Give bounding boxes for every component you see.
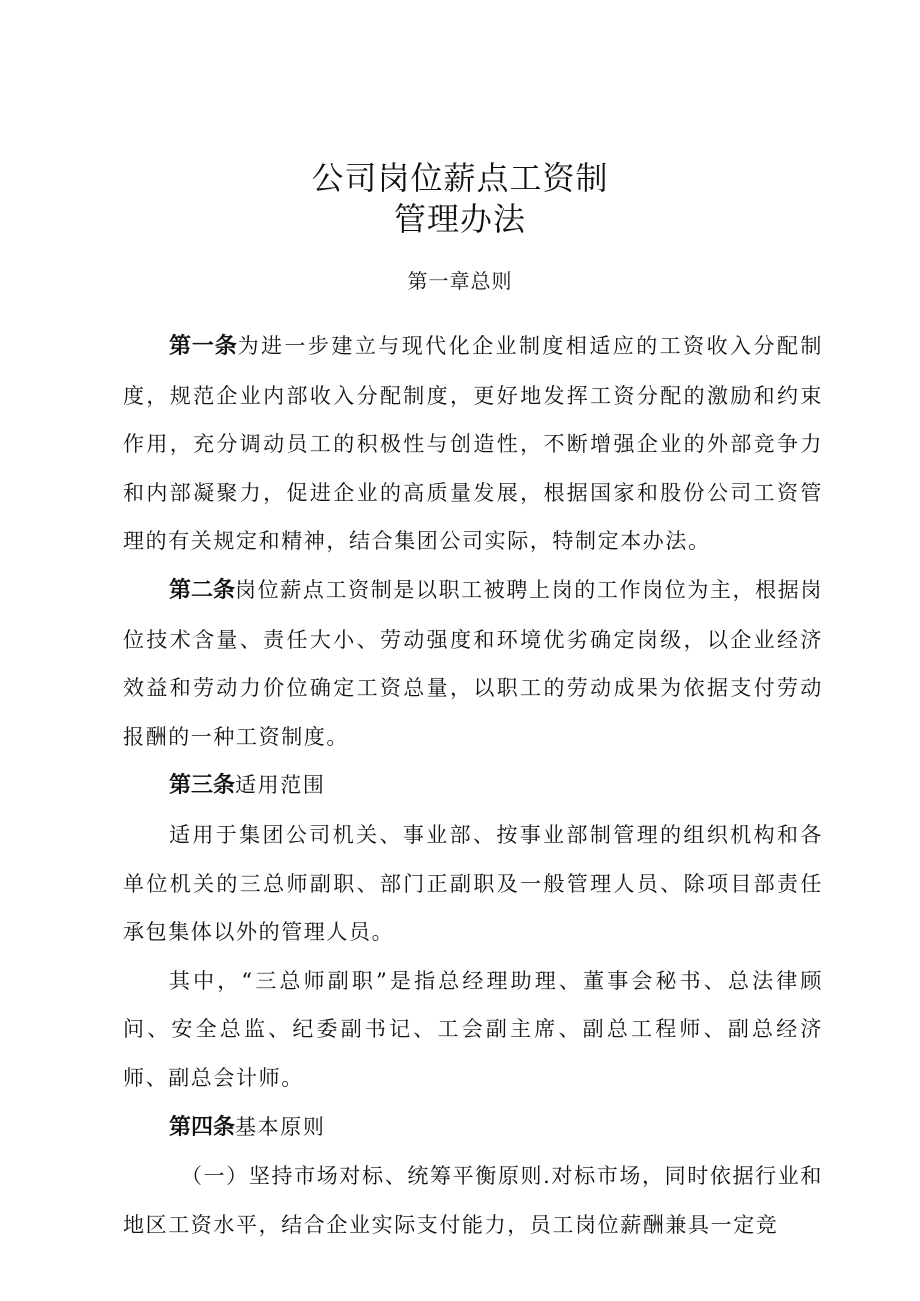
article-1 — [123, 322, 823, 566]
article-4-number: 第四条 — [169, 1114, 236, 1140]
article-3-number: 第三条 — [169, 773, 236, 799]
article-3 — [123, 761, 823, 811]
document-body — [123, 322, 823, 1249]
article-1-number: 第一条 — [169, 334, 238, 359]
article-3-text: 适用范围 — [235, 773, 326, 798]
article-4 — [123, 1103, 823, 1153]
article-4-text: 基本原则 — [235, 1114, 326, 1139]
article-2-number: 第二条 — [169, 577, 236, 603]
scope-paragraph-1: 适用于集团公司机关、事业部、按事业部制管理的组织机构和各单位机关的三总师副职、部门正副职及一般管理人员、除项目部责任承包集体以外的管理人员。 — [123, 822, 823, 945]
chapter-heading: 第一章总则 — [407, 269, 513, 293]
document-title-line-1: 公司岗位薪点工资制 — [311, 159, 609, 197]
principle-1: （一）坚持市场对标、统筹平衡原则.对标市场，同时依据行业和地区工资水平，结合企业实际支付能力，员工岗位薪酬兼具一定竞 — [123, 1164, 823, 1237]
document-title-line-2: 管理办法 — [393, 200, 526, 238]
article-2-text: 岗位薪点工资制是以职工被聘上岗的工作岗位为主，根据岗位技术含量、责任大小、劳动强度和环境优劣确定岗级，以企业经济效益和劳动力价位确定工资总量，以职工的劳动成果为依据支付劳动报酬的一种工资制度。 — [123, 577, 823, 749]
article-1-text: 为进一步建立与现代化企业制度相适应的工资收入分配制度，规范企业内部收入分配制度，更好地发挥工资分配的激励和约束作用，充分调动员工的积极性与创造性，不断增强企业的外部竞争力和内部凝聚力，促进企业的高质量发展，根据国家和股份公司工资管理的有关规定和精神，结合集团公司实际，特制定本办法。 — [123, 334, 823, 554]
scope-paragraph-2: 其中，“三总师副职”是指总经理助理、董事会秘书、总法律顾问、安全总监、纪委副书记、工会副主席、副总工程师、副总经济师、副总会计师。 — [123, 968, 823, 1090]
article-2 — [123, 566, 823, 761]
